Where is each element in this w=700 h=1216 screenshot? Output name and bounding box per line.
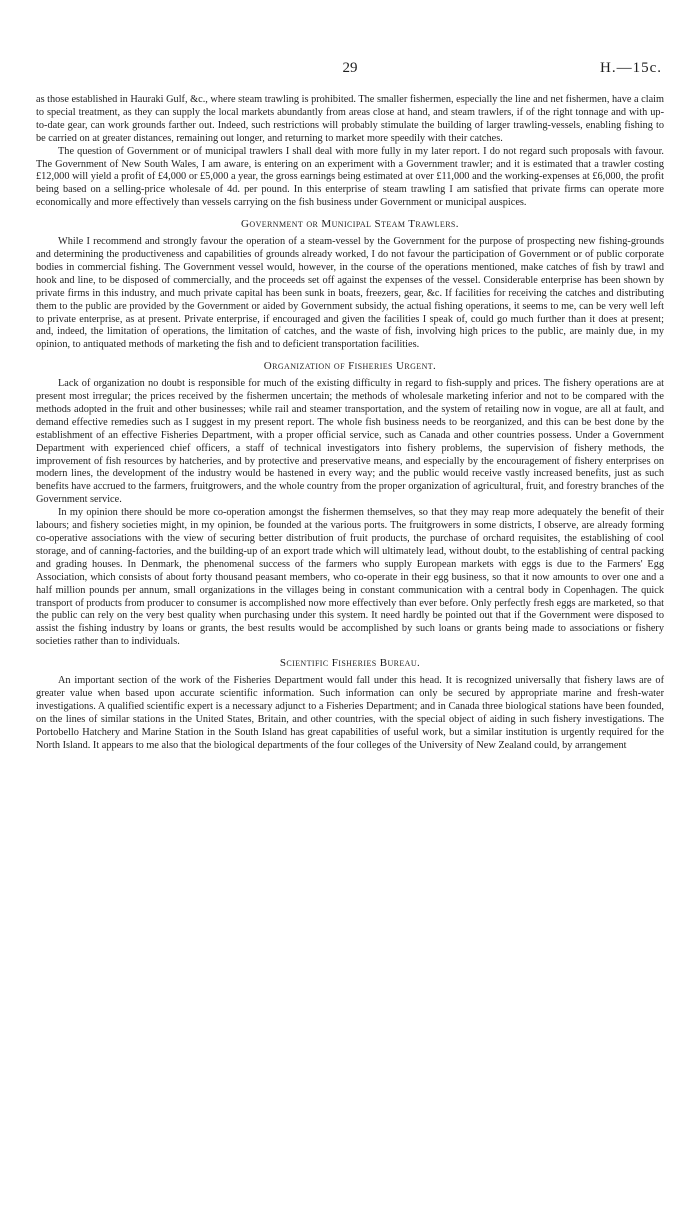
paragraph: An important section of the work of the Fisheries Department would fall under this head. It is recognized universally that fishery laws are of greater value when based upon accurate scientific information. Such information can only be secured by appropriate marine and fresh-water investigations. A qualified scientific expert is a necessary adjunct to a Fisheries Department; and in Canada three biological stations have been founded, on the lines of similar stations in the United States, Britain, and other countries, with the special object of aiding in such fishery investigations. The Portobello Hatchery and Marine Station in the South Island has great capabilities of useful work, but a similar institution is urgently required for the North Island. It appears to me also that the biological departments of the four colleges of the University of New Zealand could, by arrangement	[36, 675, 664, 751]
paragraph: While I recommend and strongly favour the operation of a steam-vessel by the Government for the purpose of prospecting new fishing-grounds and determining the productiveness and capabilities of grounds already worked, I do not favour the participation of Government or of public corporate bodies in commercial fishing. The Government vessel would, however, in the course of the operations mentioned, make catches of fish by trawl and hook and line, to be disposed of commercially, and the proceeds set off against the expenses of the vessel. Considerable enterprise has been shown by private firms in this industry, and much private capital has been sunk in boats, freezers, gear, &c. If facilities for receiving the catches and distributing them to the public are provided by the Government or aided by Government subsidy, the actual fishing operations, it seems to me, can be very well left to private enterprise, as at present. Private enterprise, if encouraged and given the facilities I speak of, could go much further than it does at present; and, indeed, the limitation of operations, the limitation of catches, and the waste of fish, involving high prices to the public, are mainly due, in my opinion, to antiquated methods of marketing the fish and to deficient transportation facilities.	[36, 236, 664, 351]
paragraph: as those established in Hauraki Gulf, &c., where steam trawling is prohibited. The smaller fishermen, especially the line and net fishermen, have a claim to special treatment, as they can supply the local markets abundantly from areas close at hand, and steam trawlers, if of the right tonnage and with up-to-date gear, can work grounds farther out. Indeed, such restrictions will probably stimulate the building of larger trawling-vessels, enabling fishing to be carried on at greater distances, remaining out longer, and returning to market more speedily with their catches.	[36, 94, 665, 144]
paragraph: Lack of organization no doubt is responsible for much of the existing difficulty in regard to fish-supply and prices. The fishery operations are at present most irregular; the prices received by the fishermen uncertain; the methods of wholesale marketing inferior and not to be compared with the methods adopted in the fruit and other businesses; while rail and steamer transportation, and the system of retailing now in vogue, are all at fault, and demand effective remedies such as I suggest in my present report. The whole fish business needs to be reorganized, and this can be best done by the establishment of an effective Fisheries Department, with a proper official service, such as Canada and other countries possess. Under a Government Department with experienced chief officers, a staff of technical investigators into fishery problems, the supervision of fishery methods, the improvement of fish resources by hatcheries, and by protective and preservative means, and especially by the encouragement of fishery enterprises on modern lines, the development of the industry would be hastened in every way; and the public would receive vastly increased benefits, just as such benefits have accrued to the farmers, fruitgrowers, and the whole country from the proper organization of agricultural, fruit, and forestry branches of the Government service.	[36, 378, 664, 506]
paragraph: The question of Government or of municipal trawlers I shall deal with more fully in my later report. I do not regard such proposals with favour. The Government of New South Wales, I am aware, is entering on an experiment with a Government trawler; and it is estimated that a trawler costing £12,000 will yield a profit of £4,000 or £5,000 a year, the gross earnings being estimated at over £11,000 and the working-expenses at £6,000, the profit being based on a selling-price wholesale of 4d. per pound. In this enterprise of steam trawling I am satisfied that private firms can operate more economically and more effectively than vessels carrying on the fish business under Government or municipal auspices.	[36, 145, 664, 209]
body-text	[36, 94, 664, 753]
section-heading: Organization of Fisheries Urgent.	[263, 360, 437, 373]
section-heading: Government or Municipal Steam Trawlers.	[241, 218, 459, 231]
page-number: 29	[342, 60, 358, 76]
section-heading: Scientific Fisheries Bureau.	[279, 657, 421, 670]
paragraph: In my opinion there should be more co-operation amongst the fishermen themselves, so that they may reap more adequately the benefit of their labours; and fishery societies might, in my opinion, be founded at the various ports. The fruitgrowers in some districts, I observe, are already forming co-operative associations with the view of securing better distribution of fruit products, the purchase of orchard requisites, the establishing of cool storage, and of canning-factories, and the building-up of an export trade which will ultimately lead, without doubt, to the establishing of central packing and grading houses. In Denmark, the phenomenal success of the farmers who supply European markets with eggs is due to the Farmers' Egg Association, which consists of about forty thousand peasant members, who co-operate in their egg business, so that it now amounts to over one and a half million pounds per annum, small organizations in the villages being in constant communication with a central body in Copenhagen. The quick transport of products from producer to consumer is accomplished now more effectively than ever before. Only perfectly fresh eggs are marketed, so that the public can rely on the very best quality when purchasing under this system. It need hardly be pointed out that if the Government were disposed to assist the fishing industry by loans or grants, the best results would be accomplished by such loans or grants being made to associations or fishery societies rather than to individuals.	[36, 507, 664, 648]
page-header	[0, 58, 700, 82]
document-reference: H.—15c.	[600, 60, 662, 76]
